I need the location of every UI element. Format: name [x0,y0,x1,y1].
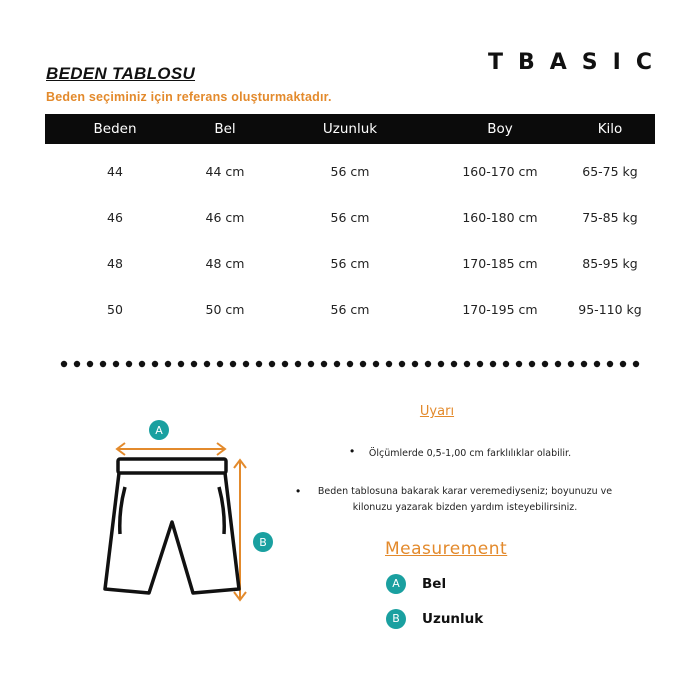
divider-dot [581,361,587,367]
column-header: Boy [435,114,565,144]
divider-dot [477,361,483,367]
table-cell: 56 cm [330,301,370,317]
table-cell: 44 cm [205,163,245,179]
divider-dot [113,361,119,367]
badge-b-icon [253,532,273,552]
table-cell: 50 cm [205,301,245,317]
table-row [45,240,655,286]
bullet-icon: • [350,444,355,458]
divider-dot [87,361,93,367]
table-cell: 85-95 kg [582,255,638,271]
waist-arrow [117,443,225,455]
legend-badge-a: A [386,574,406,594]
divider-dot [256,361,262,367]
divider-dot [373,361,379,367]
divider-dot [555,361,561,367]
table-cell: 50 [107,301,123,317]
divider-dot [529,361,535,367]
divider-dot [399,361,405,367]
badge-a-icon [149,420,169,440]
length-arrow [234,460,246,600]
divider-dot [139,361,145,367]
table-cell: 56 cm [330,163,370,179]
divider-dot [100,361,106,367]
divider-dot [269,361,275,367]
divider-dot [412,361,418,367]
table-row [45,194,655,240]
warning-note: Ölçümlerde 0,5-1,00 cm farklılıklar olabilir. [368,448,572,459]
divider-dot [620,361,626,367]
badge-a-label: A [155,424,163,437]
shorts-outline [105,459,239,593]
divider-dot [607,361,613,367]
table-cell: 170-195 cm [462,301,538,317]
table-cell: 56 cm [330,255,370,271]
divider-dot [165,361,171,367]
table-cell: 95-110 kg [578,301,642,317]
table-cell: 48 cm [205,255,245,271]
divider-dot [295,361,301,367]
divider-dot [230,361,236,367]
measurement-title: Measurement [385,539,508,559]
table-cell: 75-85 kg [582,209,638,225]
divider-dot [152,361,158,367]
divider-dot [425,361,431,367]
warning-note: Beden tablosuna bakarak karar veremediyseniz; boyunuzu ve kilonuzu yazarak bizden yardım isteyebilirsiniz. [317,486,613,513]
legend-label-bel: Bel [422,576,447,592]
table-cell: 65-75 kg [582,163,638,179]
divider-dot [321,361,327,367]
size-table [45,114,655,332]
divider-dot [126,361,132,367]
table-cell: 46 [107,209,123,225]
table-cell: 56 cm [330,209,370,225]
divider-dot [451,361,457,367]
divider-dot [594,361,600,367]
divider-dot [334,361,340,367]
divider-dot [516,361,522,367]
legend-label-uzunluk: Uzunluk [422,611,484,627]
column-header: Kilo [565,114,655,144]
column-header: Bel [185,114,265,144]
bullet-icon: • [296,484,301,498]
page-title: BEDEN TABLOSU [46,64,196,83]
divider-dot [191,361,197,367]
divider-dot [74,361,80,367]
legend-badge-b: B [386,609,406,629]
table-row [45,286,655,332]
warning-title: Uyarı [419,404,455,419]
page-subtitle: Beden seçiminiz için referans oluşturmaktadır. [46,90,332,104]
table-cell: 44 [107,163,123,179]
table-cell: 46 cm [205,209,245,225]
dotted-divider [60,359,652,369]
table-header-row [45,114,655,144]
divider-dot [490,361,496,367]
table-row [45,144,655,194]
brand-logo: TBASIC [488,50,667,75]
divider-dot [308,361,314,367]
table-cell: 160-170 cm [462,163,538,179]
badge-b-label: B [259,536,267,549]
column-header: Uzunluk [265,114,435,144]
divider-dot [633,361,639,367]
divider-dot [542,361,548,367]
divider-dot [217,361,223,367]
divider-dot [438,361,444,367]
divider-dot [568,361,574,367]
divider-dot [61,361,67,367]
divider-dot [503,361,509,367]
divider-dot [178,361,184,367]
divider-dot [360,361,366,367]
divider-dot [204,361,210,367]
table-cell: 48 [107,255,123,271]
divider-dot [243,361,249,367]
divider-dot [464,361,470,367]
table-cell: 160-180 cm [462,209,538,225]
divider-dot [386,361,392,367]
shorts-diagram [95,412,285,622]
table-cell: 170-185 cm [462,255,538,271]
column-header: Beden [45,114,185,144]
divider-dot [347,361,353,367]
divider-dot [282,361,288,367]
